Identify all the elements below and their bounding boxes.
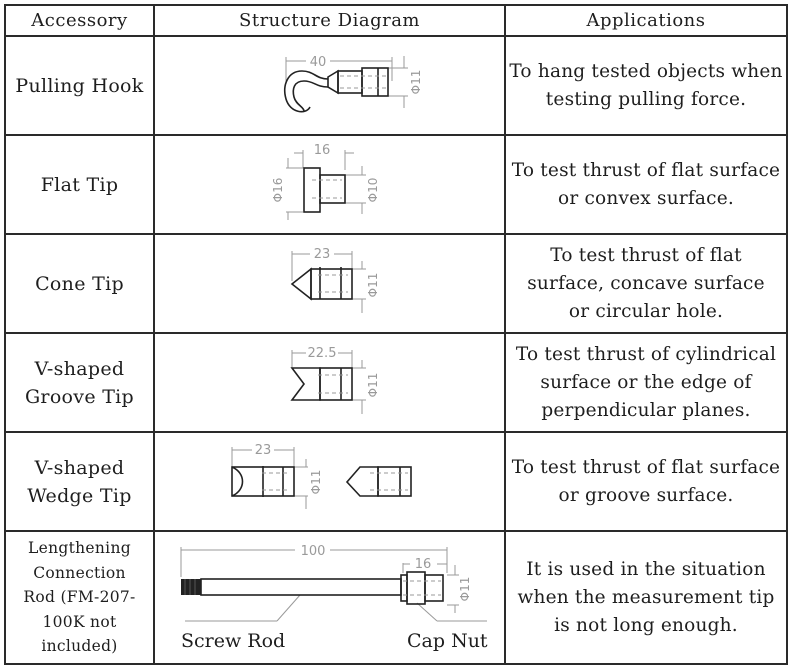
dimension-length: 40 (309, 54, 326, 70)
groove-tip-diagram (260, 338, 400, 428)
accessory-name: Cone Tip (5, 234, 154, 333)
screw-rod-label: Screw Rod (180, 629, 285, 652)
wedge-tip-diagram (210, 437, 450, 527)
dimension-diameter: Φ11 (365, 372, 380, 397)
table-row (5, 333, 787, 432)
application-text: To test thrust of cylindrical surface or the edge of perpendicular planes. (505, 333, 787, 432)
dimension-diameter: Φ11 (457, 576, 472, 601)
application-text: To test thrust of flat surface or groove surface. (505, 432, 787, 531)
accessory-name: Flat Tip (5, 135, 154, 234)
connection-rod-diagram (165, 533, 495, 663)
dimension-length: 22.5 (307, 345, 336, 361)
dimension-shank-diameter: Φ10 (365, 177, 380, 202)
structure-diagram-cell (154, 531, 505, 664)
table-row (5, 234, 787, 333)
accessory-name: V-shaped Groove Tip (5, 333, 154, 432)
accessory-table (4, 4, 788, 665)
application-text: To hang tested objects when testing pulling force. (505, 36, 787, 135)
structure-diagram-cell (154, 234, 505, 333)
header-structure-diagram: Structure Diagram (154, 5, 505, 36)
screw-thread (181, 579, 201, 595)
dimension-head-diameter: Φ16 (270, 177, 285, 202)
dimension-length: 23 (254, 442, 271, 458)
dimension-cap-length: 16 (414, 556, 431, 572)
accessory-name: V-shaped Wedge Tip (5, 432, 154, 531)
table-row (5, 432, 787, 531)
dimension-length: 16 (313, 142, 330, 158)
accessory-name: Lengthening Connection Rod (FM-207- 100K not included) (5, 531, 154, 664)
dimension-diameter: Φ11 (365, 272, 380, 297)
header-row (5, 5, 787, 36)
accessory-name: Pulling Hook (5, 36, 154, 135)
dimension-diameter: Φ11 (308, 469, 323, 494)
pulling-hook-diagram (230, 41, 430, 131)
table-row (5, 135, 787, 234)
cone-tip-diagram (260, 239, 400, 329)
header-applications: Applications (505, 5, 787, 36)
table-row (5, 531, 787, 664)
cap-nut-label: Cap Nut (406, 629, 488, 652)
header-accessory: Accessory (5, 5, 154, 36)
application-text: It is used in the situation when the measurement tip is not long enough. (505, 531, 787, 664)
flat-tip-diagram (260, 140, 400, 230)
dimension-length: 23 (313, 246, 330, 262)
structure-diagram-cell (154, 135, 505, 234)
application-text: To test thrust of flat surface or convex surface. (505, 135, 787, 234)
dimension-length: 100 (300, 543, 325, 559)
structure-diagram-cell (154, 36, 505, 135)
structure-diagram-cell (154, 432, 505, 531)
table-row (5, 36, 787, 135)
application-text: To test thrust of flat surface, concave surface or circular hole. (505, 234, 787, 333)
dimension-diameter: Φ11 (408, 69, 423, 94)
structure-diagram-cell (154, 333, 505, 432)
